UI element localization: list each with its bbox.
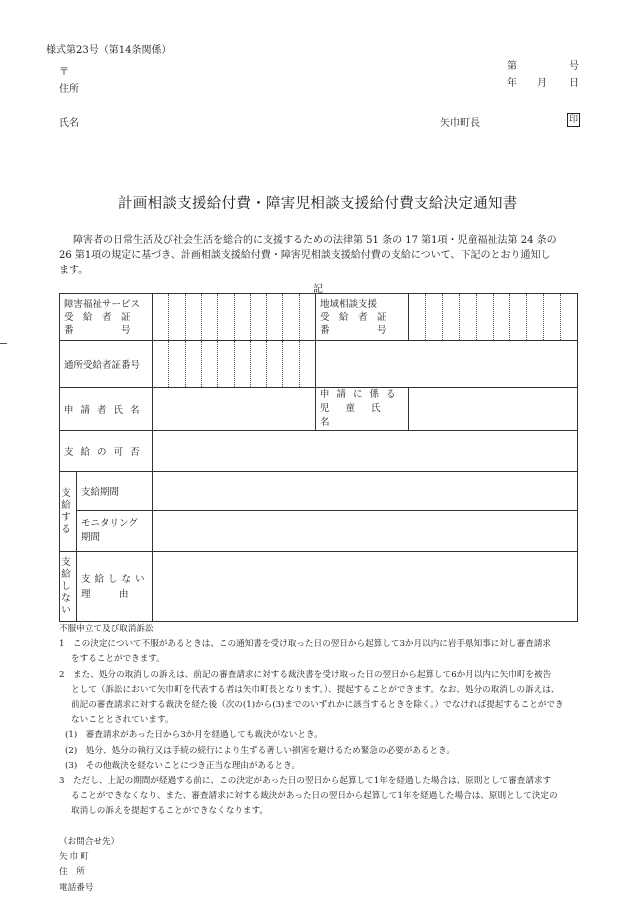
date-year: 年: [507, 78, 517, 89]
label-line: 番 号: [320, 324, 387, 336]
day-care-number-label: 通所受給者証番号: [60, 341, 153, 388]
doc-number-go: 号: [569, 61, 579, 72]
label-char: し: [61, 580, 71, 592]
ki-mark: 記: [313, 284, 323, 295]
label-char: 支: [61, 487, 71, 499]
intro-line: 障害者の日常生活及び社会生活を総合的に支援するための法律第 51 条の 17 第1項・児童福祉法第 24 条の: [73, 235, 557, 246]
day-care-number-cells[interactable]: [153, 341, 316, 388]
grant-group-label: [60, 472, 77, 552]
welfare-number-cells[interactable]: [153, 294, 316, 341]
label-char: す: [61, 511, 71, 523]
label-line: 受 給 者 証: [64, 311, 131, 323]
label-line: モニタリング: [81, 518, 138, 529]
issuer: 矢巾町長: [440, 118, 480, 129]
label-line: 受 給 者 証: [320, 311, 387, 323]
appeal-line: ないこととされています。: [71, 715, 174, 726]
label-char: 支: [61, 556, 71, 568]
appeal-line: 1 この決定について不服があるときは、この通知書を受け取った日の翌日から起算して3か月以内に岩手県知事に対し審査請求: [59, 639, 552, 650]
period-label: 支給期間: [77, 472, 153, 511]
label-char: る: [61, 523, 71, 535]
appeal-line: 取消しの訴えを提起することができなくなります。: [71, 806, 268, 817]
contact-heading: （お問合せ先）: [59, 837, 120, 847]
label-line: 期間: [81, 532, 101, 543]
appeal-notes: [59, 622, 589, 820]
monitoring-value[interactable]: [153, 511, 578, 552]
child-name-value[interactable]: [409, 388, 578, 431]
contact-address: 住 所: [59, 867, 85, 878]
document-title: 計画相談支援給付費・障害児相談支援給付費支給決定通知書: [118, 196, 518, 212]
appeal-subitem: (2) 処分、処分の執行又は手続の続行により生ずる著しい損害を避けるため緊急の必要があるとき。: [65, 745, 455, 756]
appeal-heading: 不服申立て及び取消訴訟: [59, 624, 154, 634]
date-month: 月: [537, 78, 547, 89]
child-name-label: [316, 388, 409, 431]
doc-number-dai: 第: [507, 61, 517, 72]
nongrant-group-label: [60, 552, 77, 622]
decision-table: [59, 293, 578, 622]
appeal-line: 3 ただし、上記の期間が経過する前に、この決定があった日の翌日から起算して1年を経過した場合は、原則として審査請求す: [59, 776, 552, 787]
appeal-line: をすることができます。: [71, 654, 165, 665]
label-char: 給: [61, 499, 71, 511]
label-line: 番 号: [64, 324, 131, 336]
appeal-line: ることができなくなり、また、審査請求に対する裁決があった日の翌日から起算して1年を経過した場合は、原則として決定の: [71, 791, 558, 802]
address-label: 住所: [59, 84, 79, 95]
monitoring-label: [77, 511, 153, 552]
postal-mark: 〒: [59, 67, 69, 78]
reason-value[interactable]: [153, 552, 578, 622]
form-number: 様式第23号（第14条関係）: [46, 45, 172, 56]
regional-number-label: [316, 294, 409, 341]
intro-line: 26 第1項の規定に基づき、計画相談支援給付費・障害児相談支援給付費の支給について、下記のとおり通知し: [59, 250, 551, 261]
appeal-line: として（訴訟において矢巾町を代表する者は矢巾町長となります。）、提起することができます。なお、処分の取消しの訴えは、: [71, 684, 560, 695]
reason-label: [77, 552, 153, 622]
decision-value[interactable]: [153, 431, 578, 472]
intro-paragraph: [59, 233, 581, 278]
seal-mark: 印: [568, 115, 578, 125]
appeal-subitem: (3) その他裁決を経ないことにつき正当な理由があるとき。: [65, 760, 301, 771]
label-line: 児童氏名: [320, 403, 397, 428]
contact-block: [59, 835, 589, 896]
appeal-line: 前記の審査請求に対する裁決を経た後（次の(1)から(3)までのいずれかに該当するときを除く。）でなければ提起することができ: [71, 700, 564, 711]
decision-label: 支給の可否: [60, 431, 153, 472]
label-line: 地域相談支援: [320, 298, 378, 310]
appeal-subitem: (1) 審査請求があった日から3か月を経過しても裁決がないとき。: [65, 730, 323, 741]
applicant-value[interactable]: [153, 388, 316, 431]
regional-number-cells[interactable]: [409, 294, 578, 341]
contact-town: 矢巾町: [59, 852, 91, 863]
label-char: 給: [61, 568, 71, 580]
name-label: 氏名: [59, 118, 79, 129]
margin-tick: [0, 343, 7, 344]
date-day: 日: [569, 78, 579, 89]
applicant-label: 申請者氏名: [60, 388, 153, 431]
intro-line: ます。: [59, 265, 89, 276]
contact-phone: 電話番号: [59, 882, 94, 893]
appeal-line: 2 また、処分の取消しの訴えは、前記の審査請求に対する裁決書を受け取った日の翌日から起算して6か月以内に矢巾町を被告: [59, 669, 552, 680]
day-care-blank: [316, 341, 578, 388]
period-value[interactable]: [153, 472, 578, 511]
label-char: な: [61, 592, 71, 604]
label-line: 理 由: [81, 588, 129, 600]
welfare-number-label: [60, 294, 153, 341]
label-line: 障害福祉サービス: [64, 298, 141, 310]
label-line: 支給しない: [81, 573, 149, 585]
label-char: い: [61, 604, 71, 616]
label-line: 申請に係る: [320, 389, 403, 400]
